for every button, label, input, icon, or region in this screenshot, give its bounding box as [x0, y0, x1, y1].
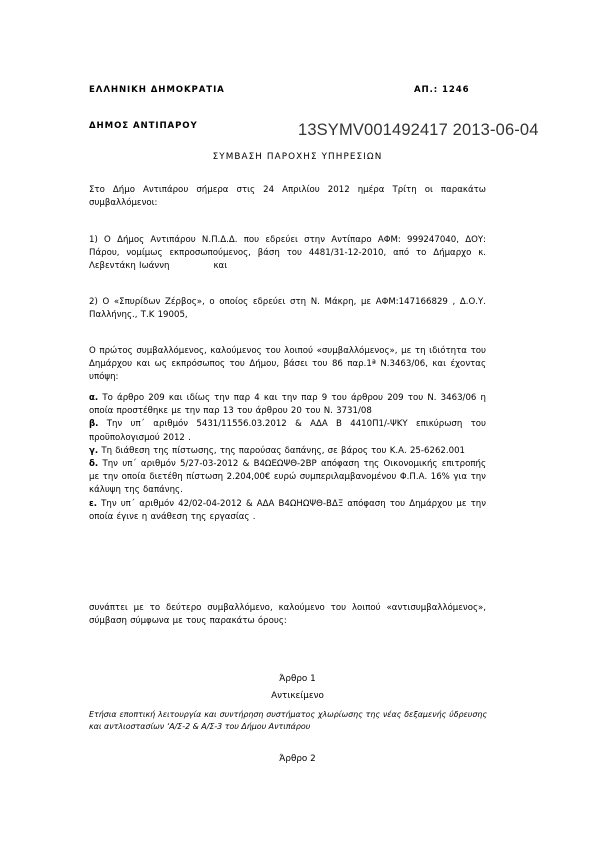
- consideration-label: α.: [89, 393, 99, 403]
- municipality-heading: ΔΗΜΟΣ ΑΝΤΙΠΑΡΟΥ: [89, 121, 198, 131]
- consideration-label: β.: [89, 419, 99, 430]
- protocol-number: ΑΠ.: 1246: [414, 85, 470, 95]
- registry-stamp: 13SYMV001492417 2013-06-04: [298, 121, 539, 139]
- republic-heading: ΕΛΛΗΝΙΚΗ ΔΗΜΟΚΡΑΤΙΑ: [89, 85, 225, 95]
- consideration-label: ε.: [89, 498, 98, 509]
- party1-paragraph: [89, 234, 486, 274]
- consideration-label: δ.: [89, 459, 99, 470]
- first-party-paragraph: Ο πρώτος συμβαλλόμενος, καλούμενος του λοιπού «συμβαλλόμενος», με τη ιδιότητα του Δημάρχου και ως εκπρόσωπος του Δήμου, βάσει του 86 παρ.1ª Ν.3463/06, και έχοντας υπόψη:: [89, 346, 486, 383]
- party1-text: 1) Ο Δήμος Αντιπάρου Ν.Π.Δ.Δ. που εδρεύει στην Αντίπαρο ΑΦΜ: 999247040, ΔΟΥ: Πάρου, νομίμως εκπροσωπούμενος, βάση του 4481/31-12-2010, από το Δήμαρχο κ. Λεβεντάκη Ιωάννη: [89, 235, 486, 272]
- consideration-item: [89, 445, 486, 458]
- party2-paragraph: 2) Ο «Σπυρίδων Ζέρβος», ο οποίος εδρεύει στη Ν. Μάκρη, με ΑΦΜ:147166829 , Δ.Ο.Υ. Παλλήνης., Τ.Κ 19005,: [89, 297, 486, 321]
- consideration-item: [89, 498, 486, 524]
- consideration-text: Την υπ΄ αριθμόν 42/02-04-2012 & ΑΔΑ Β4ΩΗΩΨΘ-ΒΔΞ απόφαση του Δημάρχου με την οποία έγινε η ανάθεση της εργασίας .: [89, 498, 486, 522]
- consideration-label: γ.: [89, 445, 99, 456]
- consideration-item: [89, 418, 486, 444]
- consideration-text: Το άρθρο 209 και ιδίως την παρ 4 και την παρ 9 του άρθρου 209 του Ν. 3463/06 η οποία προστέθηκε με την παρ 13 του άρθρου 20 του Ν. 3731/08: [89, 393, 487, 417]
- article1-text: Ετήσια εποπτική λειτουργία και συντήρηση συστήματος χλωρίωσης της νέας δεξαμενής ύδρευσης και αντλιοστασίων ‘Α/Σ-2 & Α/Σ-3 του Δήμου Αντιπάρου: [89, 710, 487, 732]
- document-title: ΣΥΜΒΑΣΗ ΠΑΡΟΧΗΣ ΥΠΗΡΕΣΙΩΝ: [212, 152, 383, 162]
- considerations-list: [89, 392, 486, 524]
- consideration-text: Την υπ΄ αριθμόν 5431/11556.03.2012 & ΑΔΑ Β 4410Π1/-ΨΚΥ επικύρωση του προϋπολογισμού 2012 .: [89, 419, 486, 443]
- consideration-item: [89, 392, 486, 418]
- article2-heading: Άρθρο 2: [279, 754, 316, 764]
- agreement-paragraph: συνάπτει με το δεύτερο συμβαλλόμενο, καλούμενο του λοιπού «αντισυμβαλλόμενος», σύμβαση σύμφωνα με τους παρακάτω όρους:: [89, 603, 486, 627]
- consideration-text: Τη διάθεση της πίστωσης, της παρούσας δαπάνης, σε βάρος του Κ.Α. 25-6262.001: [101, 445, 466, 456]
- consideration-text: Την υπ΄ αριθμόν 5/27-03-2012 & Β4ΩΕΩΨΘ-2ΒΡ απόφαση της Οικονομικής επιτροπής με την οποία διετέθη πίστωση 2.204,00€ ευρώ συμπεριλαμβανομένου Φ.Π.Α. 16% για την κάλυψη της δαπάνης.: [89, 459, 486, 496]
- party1-tail: και: [213, 261, 228, 272]
- intro-paragraph: Στο Δήμο Αντιπάρου σήμερα στις 24 Απριλίου 2012 ημέρα Τρίτη οι παρακάτω συμβαλλόμενοι:: [89, 185, 486, 209]
- consideration-item: [89, 458, 486, 498]
- article1-subject: Αντικείμενο: [271, 691, 324, 701]
- article1-heading: Άρθρο 1: [279, 674, 316, 684]
